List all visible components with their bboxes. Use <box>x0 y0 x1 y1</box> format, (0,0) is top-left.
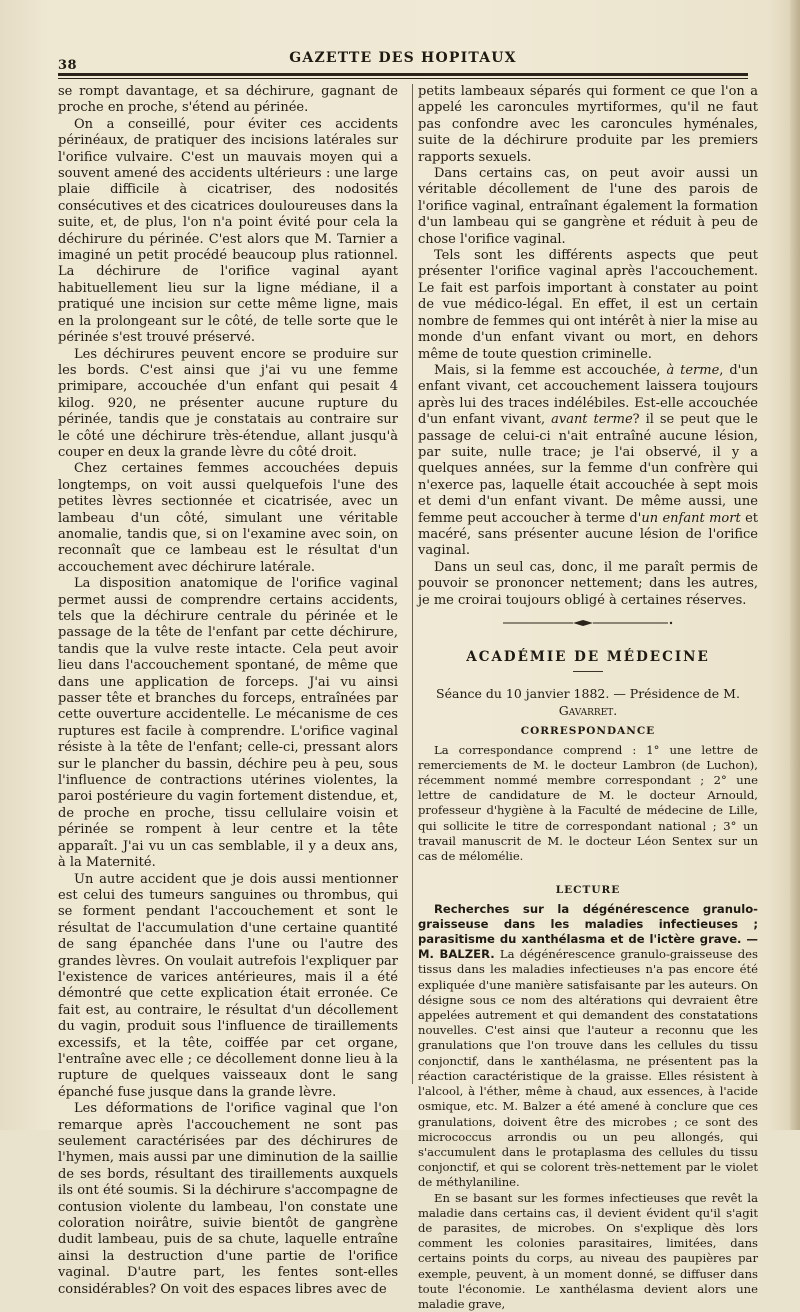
text-run: Mais, si la femme est accouchée, <box>434 362 667 378</box>
text-run: , d'un enfant vivant, cet accouchement laissera toujours après lui des traces indélébiles. Est-elle accouchée d'un enfant vivant, <box>418 362 758 428</box>
page-header <box>58 48 748 73</box>
italic-run: un enfant mort <box>641 510 741 526</box>
paragraph: se rompt davantage, et sa déchirure, gagnant de proche en proche, s'étend au périnée. <box>58 84 398 116</box>
italic-run: à terme <box>666 362 720 378</box>
paragraph: Les déformations de l'orifice vaginal que l'on remarque après l'accouchement ne sont pas seulement caractérisées par des déchirures de l'hymen, mais aussi par une diminution de la saillie de ses bords, résultant des tiraillements auxquels ils ont été soumis. Si la déchirure s'accompagne de contusion violente du lambeau, l'on constate une coloration noirâtre, suivie bientôt de gangrène dudit lambeau, puis de sa chute, laquelle entraîne ainsi la destruction d'une partie de l'orifice vaginal. D'autre part, les fentes sont-elles considérables? On voit des espaces libres avec de <box>58 1101 398 1297</box>
paragraph: Dans certains cas, on peut avoir aussi un véritable décollement de l'une des parois de l'orifice vaginal, entraînant également la formation d'un lambeau qui se gangrène et réduit à peu de chose l'orifice vaginal. <box>418 166 758 247</box>
paragraph: petits lambeaux séparés qui forment ce que l'on a appelé les caroncules myrtiformes, qu'il ne faut pas confondre avec les caroncules hyménales, suite de la déchirure produite par les premiers rapports sexuels. <box>418 84 758 165</box>
paragraph: Un autre accident que je dois aussi mentionner est celui des tumeurs sanguines ou thrombus, qui se forment pendant l'accouchement et sont le résultat de l'accumulation d'une certaine quantité de sang épanchée dans l'une ou l'autre des grandes lèvres. On voulait autrefois l'expliquer par l'existence de varices antérieures, mais il a été démontré que cette explication était erronée. Ce fait est, au contraire, le résultat d'un décollement du vagin, produit sous l'influence de tiraillements excessifs, et la tête, coiffée par cet organe, l'entraîne avec elle ; ce décollement donne lieu à la rupture de quelques vaisseaux dont le sang épanché fuse jusque dans la grande lèvre. <box>58 871 398 1100</box>
paragraph: Tels sont les différents aspects que peut présenter l'orifice vaginal après l'accouchement. Le fait est parfois important à constater au point de vue médico-légal. En effet, il est un certain nombre de femmes qui ont intérêt à nier la mise au monde d'un enfant vivant ou mort, en dehors même de toute question criminelle. <box>418 248 758 362</box>
right-column <box>418 84 758 1312</box>
column-divider <box>412 84 413 1084</box>
lecture-body <box>418 902 758 1312</box>
lecture-author: — M. BALZER. <box>418 932 758 962</box>
lecture-heading: LECTURE <box>555 884 621 897</box>
section-flourish <box>503 619 673 627</box>
session-prefix: Séance du 10 janvier 1882. — Présidence de M. <box>436 686 740 702</box>
session-line <box>418 686 758 719</box>
paragraph: En se basant sur les formes infectieuses que revêt la maladie dans certains cas, il devient évident qu'il s'agit de parasites, de microbes. On s'explique dès lors comment les colonies parasitaires, limitées, dans certains points du corps, au niveau des paupières par exemple, peuvent, à un moment donné, se diffuser dans toute l'économie. Le xanthélasma devient alors une maladie grave, <box>418 1190 758 1311</box>
paragraph <box>418 902 758 1191</box>
correspondance-heading: CORRESPONDANCE <box>520 725 656 738</box>
paragraph <box>418 363 758 560</box>
paragraph: Les déchirures peuvent encore se produire sur les bords. C'est ainsi que j'ai vu une femme primipare, accouchée d'un enfant qui pesait 4 kilog. 920, ne présenter aucune rupture du périnée, tandis que je constatais au contraire sur le côté une déchirure très-étendue, allant jusqu'à couper en deux la grande lèvre du côté droit. <box>58 346 398 460</box>
paragraph: La disposition anatomique de l'orifice vaginal permet aussi de comprendre certains accidents, tels que la déchirure centrale du périnée et le passage de la tête de l'enfant par cette déchirure, tandis que la vulve reste intacte. Cela peut avoir lieu dans l'accouchement spontané, de même que dans une application de forceps. J'ai vu ainsi passer tête et branches du forceps, entraînées par cette ouverture accidentelle. Le mécanisme de ces ruptures est facile à comprendre. L'orifice vaginal résiste à la tête de l'enfant; celle-ci, pressant alors sur le plancher du bassin, déchire peu à peu, sous l'influence de contractions utérines violentes, la paroi postérieure du vagin fortement distendue, et, de proche en proche, tissu cellulaire voisin et périnée se rompent à leur centre et la tête apparaît. J'ai vu un cas semblable, il y a deux ans, à la Maternité. <box>58 576 398 871</box>
italic-run: avant terme <box>551 412 633 428</box>
text-run: et macéré, sans présenter aucune lésion de l'orifice vaginal. <box>418 510 759 559</box>
page-edge <box>790 0 800 1130</box>
journal-title: GAZETTE DES HOPITAUX <box>289 50 517 66</box>
president-name: Gavarret <box>558 702 614 718</box>
title-rule <box>573 671 603 672</box>
text-run: La dégénérescence granulo-graisseuse des tissus dans les maladies infectieuses n'a pas encore été expliquée d'une manière satisfaisante par les auteurs. On désigne sous ce nom des altérations qui devraient être appelées autrement et qui demandent des constatations nouvelles. C'est ainsi que l'auteur a reconnu que les granulations que l'on trouve dans les cellules du tissu conjonctif, dans le xanthélasma, ne présentent pas la réaction caractéristique de la graisse. Elles résistent à l'alcool, à l'éther, même à chaud, aux essences, à l'acide osmique, etc. M. Balzer a été amené à conclure que ces granulations, doivent être des microbes ; ce sont des micrococcus arrondis ou un peu allongés, qui s'accumulent dans le protaplasma des cellules du tissu conjonctif, et qui se colorent très-nettement par le violet de méthylaniline. <box>418 947 758 1190</box>
header-rule-thin <box>58 78 748 79</box>
spacer <box>418 864 758 878</box>
paragraph: La correspondance comprend : 1° une lettre de remerciements de M. le docteur Lambron (de Luchon), récemment nommé membre correspondant ; 2° une lettre de candidature de M. le docteur Arnould, professeur d'hygiène à la Faculté de médecine de Lille, qui sollicite le titre de correspondant national ; 3° un travail manuscrit de M. le docteur Léon Sentex sur un cas de mélomélie. <box>418 742 758 864</box>
paragraph: Chez certaines femmes accouchées depuis longtemps, on voit aussi quelquefois l'une des petites lèvres sectionnée et cicatrisée, avec un lambeau d'un côté, simulant une véritable anomalie, tandis que, si on l'examine avec soin, on reconnaît que ce lambeau est le résultat d'un accouchement avec déchirure latérale. <box>58 461 398 575</box>
page-number: 38 <box>58 58 78 73</box>
paragraph: Dans un seul cas, donc, il me paraît permis de pouvoir se prononcer nettement; dans les autres, je me croirai toujours obligé à certaines réserves. <box>418 559 758 608</box>
left-column <box>58 84 398 1298</box>
session-suffix: . <box>613 702 618 718</box>
lecture-title: Recherches sur la dégénérescence granulo-graisseuse dans les maladies infectieuses ; parasitisme du xanthélasma et de l'ictère grave. <box>418 901 758 947</box>
paragraph: On a conseillé, pour éviter ces accidents périnéaux, de pratiquer des incisions latérales sur l'orifice vulvaire. C'est un mauvais moyen qui a souvent amené des accidents ultérieurs : une large plaie difficile à cicatriser, des nodosités consécutives et des cicatrices douloureuses dans la suite, et, de plus, l'on n'a point évité pour cela la déchirure du périnée. C'est alors que M. Tarnier a imaginé un petit procédé beaucoup plus rationnel. La déchirure de l'orifice vaginal ayant habituellement lieu sur la ligne médiane, il a pratiqué une incision sur cette même ligne, mais en la prolongeant sur le côté, de telle sorte que le périnée s'est trouvé préservé. <box>58 116 398 346</box>
header-rule-thick <box>58 73 748 76</box>
text-run: ? il se peut que le passage de celui-ci n'ait entraîné aucune lésion, par suite, nulle trace; je l'ai observé, il y a quelques années, sur la femme d'un confrère qui n'exerce pas, laquelle était accouchée à sept mois et demi d'un enfant vivant. De même aussi, une femme peut accoucher à terme d' <box>418 412 758 526</box>
academy-title: ACADÉMIE DE MÉDECINE <box>466 649 710 665</box>
correspondance-body <box>418 743 758 865</box>
